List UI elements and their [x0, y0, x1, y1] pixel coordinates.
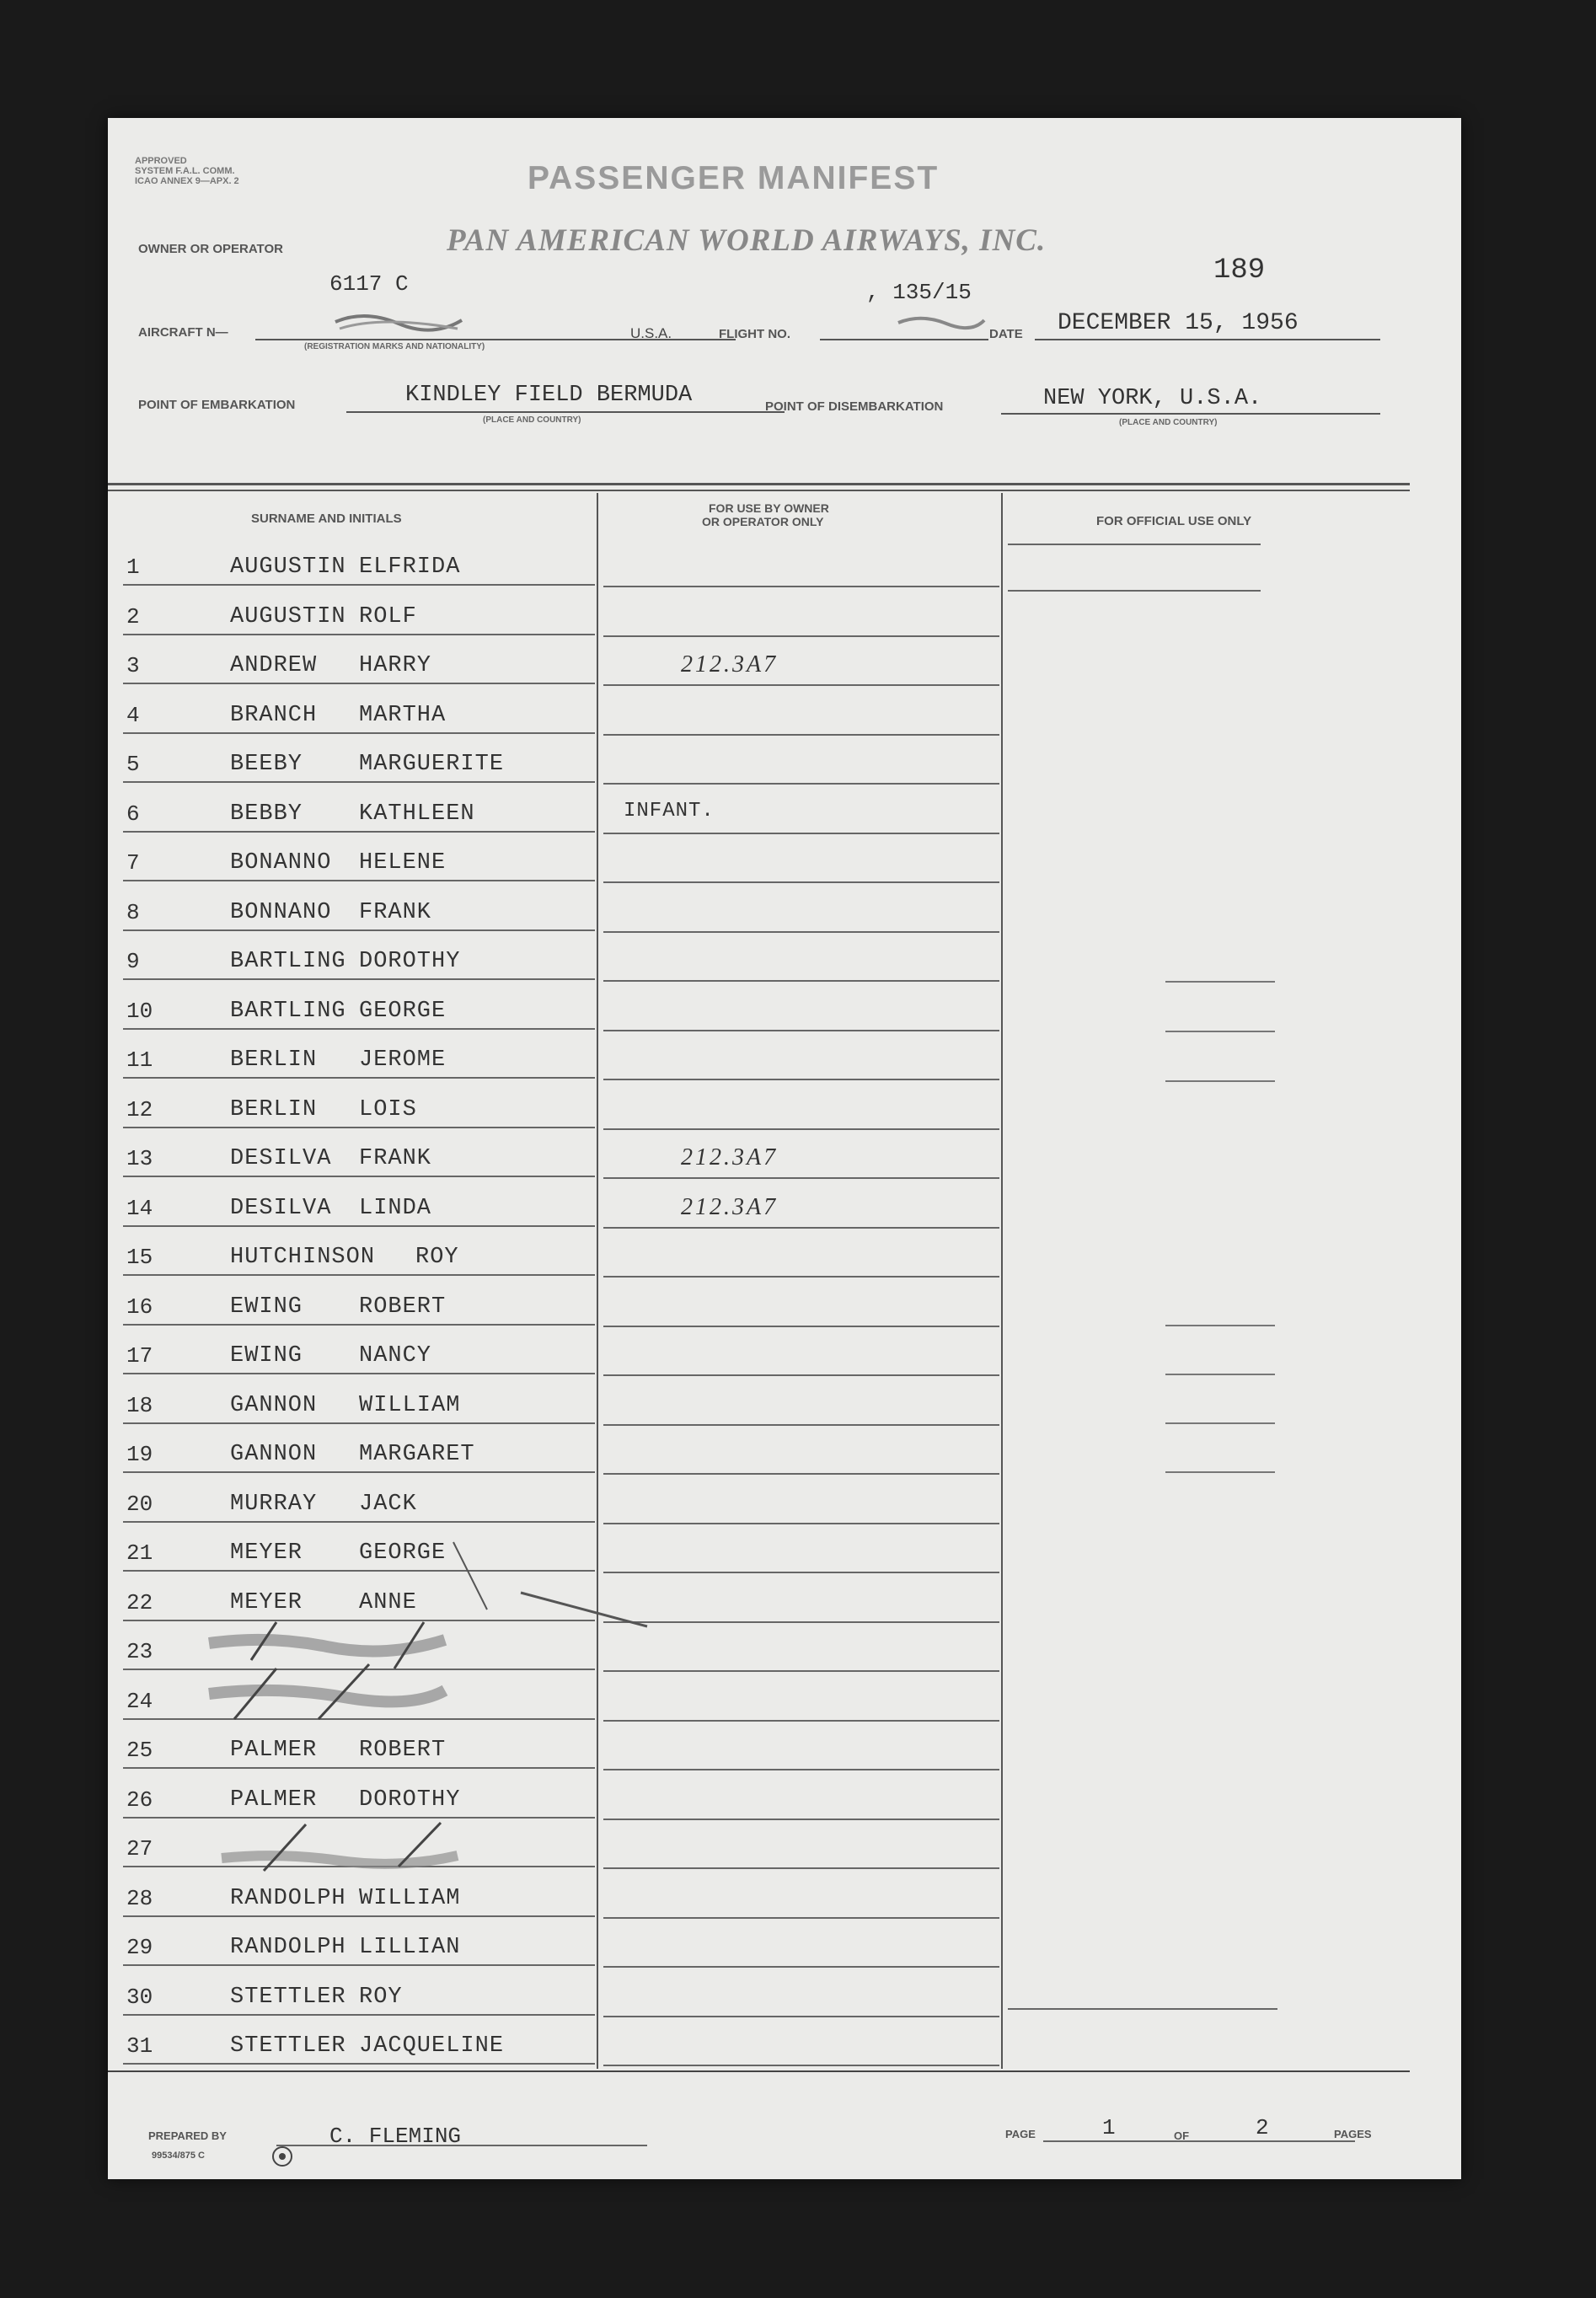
row-rule — [603, 1079, 999, 1080]
disembark-value: NEW YORK, U.S.A. — [1043, 386, 1262, 411]
row-rule — [603, 635, 999, 637]
row-rule — [603, 1424, 999, 1426]
passenger-surname: STETTLER — [230, 1985, 346, 2010]
owner-note: 212.3A7 — [681, 1144, 779, 1170]
passenger-given-name: ANNE — [359, 1590, 417, 1615]
row-number: 31 — [126, 2033, 153, 2059]
passenger-given-name: WILLIAM — [359, 1886, 461, 1911]
row-number: 12 — [126, 1097, 153, 1122]
row-number: 7 — [126, 850, 140, 876]
row-rule — [123, 1422, 595, 1424]
passenger-surname: MURRAY — [230, 1492, 318, 1517]
passenger-given-name: ROBERT — [359, 1738, 447, 1763]
passenger-given-name: MARTHA — [359, 703, 447, 728]
approval-line: ICAO ANNEX 9—APX. 2 — [135, 176, 239, 186]
disembark-underline — [1001, 413, 1380, 415]
row-number: 15 — [126, 1245, 153, 1270]
aircraft-label: AIRCRAFT N— — [138, 325, 228, 340]
passenger-surname: BONNANO — [230, 900, 332, 925]
row-rule — [123, 1373, 595, 1374]
cancel-scribble — [201, 1618, 453, 1736]
passenger-surname: MEYER — [230, 1590, 303, 1615]
row-rule — [603, 1720, 999, 1722]
row-number: 9 — [126, 949, 140, 974]
row-rule — [603, 1670, 999, 1672]
passenger-surname: BONANNO — [230, 850, 332, 876]
row-rule — [603, 1769, 999, 1770]
passenger-surname: AUGUSTIN — [230, 604, 346, 629]
passenger-surname: BARTLING — [230, 949, 346, 974]
passenger-given-name: ROY — [359, 1985, 403, 2010]
passenger-given-name: WILLIAM — [359, 1393, 461, 1418]
embark-underline — [346, 411, 785, 413]
row-rule — [123, 880, 595, 881]
aircraft-value: 6117 C — [329, 271, 409, 297]
row-number: 5 — [126, 752, 140, 777]
surname-column-header: SURNAME AND INITIALS — [251, 512, 402, 526]
passenger-surname: DESILVA — [230, 1146, 332, 1171]
row-rule — [603, 586, 999, 587]
row-number: 21 — [126, 1540, 153, 1566]
flight-label: FLIGHT NO. — [719, 327, 790, 341]
stray-mark — [436, 1475, 689, 1643]
row-rule — [123, 1915, 595, 1917]
owner-use-header-1: FOR USE BY OWNER — [709, 501, 829, 515]
passenger-surname: RANDOLPH — [230, 1886, 346, 1911]
row-number: 2 — [126, 604, 140, 629]
row-number: 30 — [126, 1985, 153, 2010]
passenger-given-name: JEROME — [359, 1047, 447, 1073]
row-rule — [603, 1917, 999, 1919]
pages-label: PAGES — [1334, 2128, 1372, 2140]
row-rule — [603, 1867, 999, 1869]
official-dash — [1165, 1374, 1275, 1375]
row-number: 20 — [126, 1492, 153, 1517]
row-number: 3 — [126, 653, 140, 678]
passenger-given-name: HARRY — [359, 653, 432, 678]
row-rule — [123, 683, 595, 684]
passenger-surname: EWING — [230, 1294, 303, 1320]
passenger-surname: MEYER — [230, 1540, 303, 1566]
passenger-given-name: KATHLEEN — [359, 801, 475, 827]
row-number: 26 — [126, 1787, 153, 1813]
table-bottom-rule — [108, 2070, 1410, 2072]
owner-label: OWNER OR OPERATOR — [138, 242, 283, 256]
row-rule — [603, 980, 999, 982]
owner-note: 212.3A7 — [681, 1194, 779, 1220]
row-rule — [123, 978, 595, 980]
prepared-label: PREPARED BY — [148, 2129, 227, 2142]
passenger-surname: RANDOLPH — [230, 1935, 346, 1960]
passenger-surname: HUTCHINSON — [230, 1245, 376, 1270]
row-number: 17 — [126, 1343, 153, 1369]
passenger-surname: PALMER — [230, 1738, 318, 1763]
row-rule — [123, 1324, 595, 1326]
date-underline — [1035, 339, 1380, 340]
official-dash — [1165, 1325, 1275, 1326]
row-rule — [123, 781, 595, 783]
passenger-given-name: ROLF — [359, 604, 417, 629]
row-number: 25 — [126, 1738, 153, 1763]
passenger-surname: BEEBY — [230, 752, 303, 777]
approval-block — [135, 156, 239, 186]
official-rule — [1008, 2008, 1277, 2010]
row-number: 13 — [126, 1146, 153, 1171]
aircraft-sublabel: (REGISTRATION MARKS AND NATIONALITY) — [304, 342, 485, 351]
row-number: 11 — [126, 1047, 153, 1073]
row-rule — [603, 1128, 999, 1130]
passenger-given-name: JACK — [359, 1492, 417, 1517]
flight-underline — [820, 339, 988, 340]
row-rule — [123, 634, 595, 635]
passenger-surname: PALMER — [230, 1787, 318, 1813]
passenger-surname: BEBBY — [230, 801, 303, 827]
page-underline — [1043, 2140, 1355, 2142]
passenger-surname: GANNON — [230, 1393, 318, 1418]
row-rule — [603, 783, 999, 785]
form-number: 99534/875 C — [152, 2151, 205, 2161]
row-rule — [123, 1964, 595, 1966]
row-rule — [123, 1767, 595, 1769]
official-dash — [1165, 1080, 1275, 1082]
row-rule — [123, 1225, 595, 1227]
passenger-given-name: FRANK — [359, 900, 432, 925]
row-rule — [603, 1374, 999, 1376]
passenger-surname: EWING — [230, 1343, 303, 1369]
passenger-given-name: FRANK — [359, 1146, 432, 1171]
row-rule — [603, 2065, 999, 2066]
row-number: 23 — [126, 1639, 153, 1664]
disembark-sublabel: (PLACE AND COUNTRY) — [1119, 418, 1218, 427]
passenger-surname: BARTLING — [230, 999, 346, 1024]
owner-value: PAN AMERICAN WORLD AIRWAYS, INC. — [447, 223, 1047, 258]
row-rule — [123, 1817, 595, 1819]
row-rule — [123, 584, 595, 586]
union-bug-icon — [270, 2145, 294, 2168]
passenger-surname: DESILVA — [230, 1196, 332, 1221]
row-number: 19 — [126, 1442, 153, 1467]
table-top-rule-2 — [108, 490, 1410, 491]
redaction-mark — [331, 305, 466, 339]
page-label: PAGE — [1005, 2128, 1036, 2140]
row-rule — [123, 1077, 595, 1079]
row-rule — [603, 1276, 999, 1278]
passenger-given-name: GEORGE — [359, 999, 447, 1024]
row-number: 22 — [126, 1590, 153, 1615]
date-label: DATE — [989, 327, 1023, 341]
column-divider-right — [1001, 493, 1003, 2069]
table-top-rule — [108, 483, 1410, 485]
row-rule — [123, 831, 595, 833]
owner-use-header-2: OR OPERATOR ONLY — [702, 515, 824, 528]
passenger-given-name: MARGARET — [359, 1442, 475, 1467]
row-rule — [603, 734, 999, 736]
row-rule — [603, 1177, 999, 1179]
passenger-given-name: LINDA — [359, 1196, 432, 1221]
passenger-given-name: ELFRIDA — [359, 554, 461, 580]
row-rule — [123, 1176, 595, 1177]
row-number: 18 — [126, 1393, 153, 1418]
passenger-given-name: DOROTHY — [359, 1787, 461, 1813]
row-number: 4 — [126, 703, 140, 728]
row-number: 28 — [126, 1886, 153, 1911]
date-value: DECEMBER 15, 1956 — [1058, 310, 1299, 336]
passenger-given-name: HELENE — [359, 850, 447, 876]
passenger-given-name: GEORGE — [359, 1540, 447, 1566]
official-rule — [1008, 590, 1261, 592]
embark-label: POINT OF EMBARKATION — [138, 398, 296, 412]
owner-note: 212.3A7 — [681, 651, 779, 678]
prepared-value: C. FLEMING — [329, 2124, 462, 2149]
row-rule — [123, 2014, 595, 2016]
usa-label: U.S.A. — [630, 325, 672, 341]
row-number: 6 — [126, 801, 140, 827]
passenger-surname: AUGUSTIN — [230, 554, 346, 580]
cancel-scribble — [213, 1820, 466, 1879]
column-divider-left — [597, 493, 598, 2069]
row-rule — [603, 1227, 999, 1229]
row-number: 8 — [126, 900, 140, 925]
row-rule — [603, 2016, 999, 2017]
row-number: 29 — [126, 1935, 153, 1960]
row-rule — [603, 1030, 999, 1031]
passenger-surname: BRANCH — [230, 703, 318, 728]
row-rule — [603, 1326, 999, 1327]
official-dash — [1165, 1471, 1275, 1473]
row-rule — [123, 1028, 595, 1030]
embark-value: KINDLEY FIELD BERMUDA — [405, 383, 693, 408]
row-rule — [603, 1819, 999, 1820]
official-use-header: FOR OFFICIAL USE ONLY — [1096, 514, 1252, 528]
page-value: 1 — [1102, 2115, 1116, 2140]
row-rule — [123, 929, 595, 931]
disembark-label: POINT OF DISEMBARKATION — [765, 399, 944, 414]
passenger-surname: STETTLER — [230, 2033, 346, 2059]
official-rule — [1008, 544, 1261, 545]
passenger-given-name: LOIS — [359, 1097, 417, 1122]
official-dash — [1165, 1031, 1275, 1032]
manifest-title: PASSENGER MANIFEST — [528, 160, 940, 196]
passenger-given-name: MARGUERITE — [359, 752, 505, 777]
approval-line: SYSTEM F.A.L. COMM. — [135, 166, 235, 176]
passenger-given-name: ROBERT — [359, 1294, 447, 1320]
official-dash — [1165, 981, 1275, 983]
manifest-sheet — [108, 118, 1461, 2179]
passenger-surname: GANNON — [230, 1442, 318, 1467]
approval-line: APPROVED — [135, 156, 187, 166]
row-number: 10 — [126, 999, 153, 1024]
row-number: 27 — [126, 1836, 153, 1861]
row-rule — [123, 1274, 595, 1276]
row-rule — [603, 1966, 999, 1968]
passenger-given-name: ROY — [415, 1245, 459, 1270]
row-rule — [123, 2063, 595, 2065]
passenger-given-name: NANCY — [359, 1343, 432, 1369]
passenger-surname: BERLIN — [230, 1047, 318, 1073]
row-rule — [123, 1127, 595, 1128]
passenger-surname: BERLIN — [230, 1097, 318, 1122]
passenger-given-name: JACQUELINE — [359, 2033, 505, 2059]
row-rule — [123, 1471, 595, 1473]
row-rule — [603, 931, 999, 933]
passenger-given-name: LILLIAN — [359, 1935, 461, 1960]
redaction-mark — [896, 310, 988, 335]
row-rule — [603, 881, 999, 883]
row-rule — [603, 833, 999, 834]
page-number: 189 — [1213, 254, 1266, 287]
passenger-given-name: DOROTHY — [359, 949, 461, 974]
row-rule — [603, 684, 999, 686]
row-number: 24 — [126, 1689, 153, 1714]
owner-note: INFANT. — [624, 800, 715, 822]
of-value: 2 — [1256, 2115, 1269, 2140]
official-dash — [1165, 1422, 1275, 1424]
flight-value: , 135/15 — [866, 280, 972, 305]
row-number: 16 — [126, 1294, 153, 1320]
row-number: 14 — [126, 1196, 153, 1221]
passenger-surname: ANDREW — [230, 653, 318, 678]
row-rule — [123, 732, 595, 734]
embark-sublabel: (PLACE AND COUNTRY) — [483, 415, 581, 425]
of-label: OF — [1174, 2129, 1190, 2142]
row-number: 1 — [126, 554, 140, 580]
